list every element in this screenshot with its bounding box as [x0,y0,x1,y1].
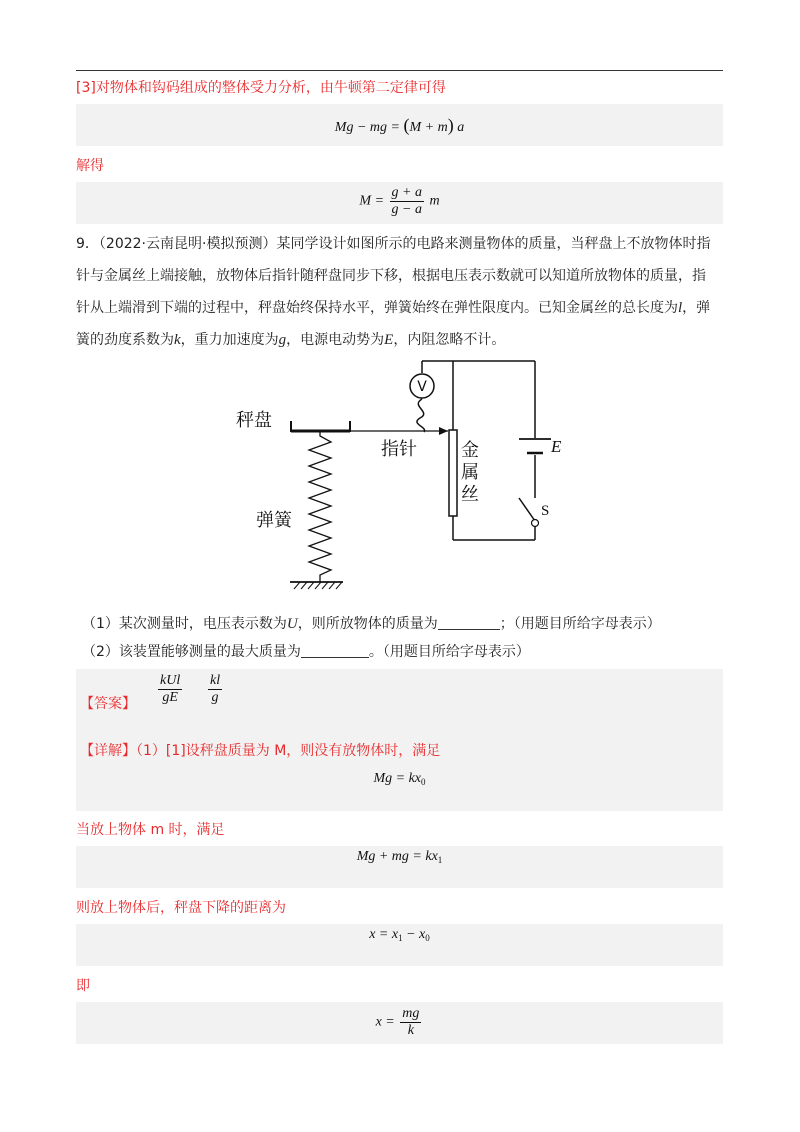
wire-label-3: 丝 [461,484,479,505]
equation-box-5 [76,1002,723,1044]
switch-blade [519,498,535,521]
case3-text: 则放上物体后，秤盘下降的距离为 [76,900,286,916]
answer-label: 【答案】 [80,696,136,712]
spring-label: 弹簧 [256,510,292,531]
voltmeter-lead [417,399,425,432]
answer-blank-2[interactable] [301,643,369,658]
equation-box-4 [76,924,723,966]
equation-box-3 [76,846,723,888]
switch-label: S [541,503,550,519]
equation-1: Mg − mg = (M + m) a [334,115,465,135]
pan-label: 秤盘 [236,410,272,431]
case4-text: 即 [76,978,90,994]
wire-label-2: 属 [461,462,479,483]
problem-9-text: 9．（2022·云南昆明·模拟预测）某同学设计如图所示的电路来测量物体的质量，当秤盘上不放物体时指 针与金属丝上端接触，放物体后指针随秤盘同步下移，根据电压表示数就可以知道所放物体的质量，指 针从上端滑到下端的过程中，秤盘始终保持水平，弹簧始终在弹性限度内。已知金属丝的总长度为l，弹 簧的劲度系数为k，重力加速度为g，电源电动势为E，内阻忽略不计。 [76,236,711,348]
answer-fraction-1: $\frac{\text{kUl}}{gE}$ [160,673,181,705]
metal-wire [449,430,457,516]
pointer-arrowhead [439,427,448,435]
wire-label-1: 金 [461,440,479,461]
detail-label: 【详解】 [80,743,136,759]
detail-line: 【详解】（1）[1]设秤盘质量为 M，则没有放物体时，满足 [80,743,441,759]
equation-3: Mg + mg = $kx_1$ [356,849,443,865]
voltmeter-label: V [417,379,427,395]
pointer-label: 指针 [381,439,417,460]
emf-label: E [551,437,562,456]
equation-2: M = $\frac{g + a}{g - a}$ m [359,185,440,217]
detail-equation: $Mg = kx_0$ [373,771,426,787]
question-1: （1）某次测量时，电压表示数为U，则所放物体的质量为 ；（用题目所给字母表示） [82,616,661,632]
case2-text: 当放上物体 m 时，满足 [76,822,225,838]
answer-fraction-2: $\frac{kl}{g}$ [210,673,221,705]
equation-5: x = $\frac{mg}{k}$ [375,1006,420,1038]
equation-4: $x = x_1 - x_0$ [369,927,430,943]
ground-hatch [294,582,342,589]
solve-label: 解得 [76,158,104,174]
step3-text: [3]对物体和钩码组成的整体受力分析，由牛顿第二定律可得 [76,80,446,96]
answer-box [76,669,723,811]
question-2: （2）该装置能够测量的最大质量为 。（用题目所给字母表示） [82,644,530,660]
switch-contact [532,520,539,527]
spring-coil [309,432,331,582]
answer-blank-1[interactable] [438,615,500,630]
